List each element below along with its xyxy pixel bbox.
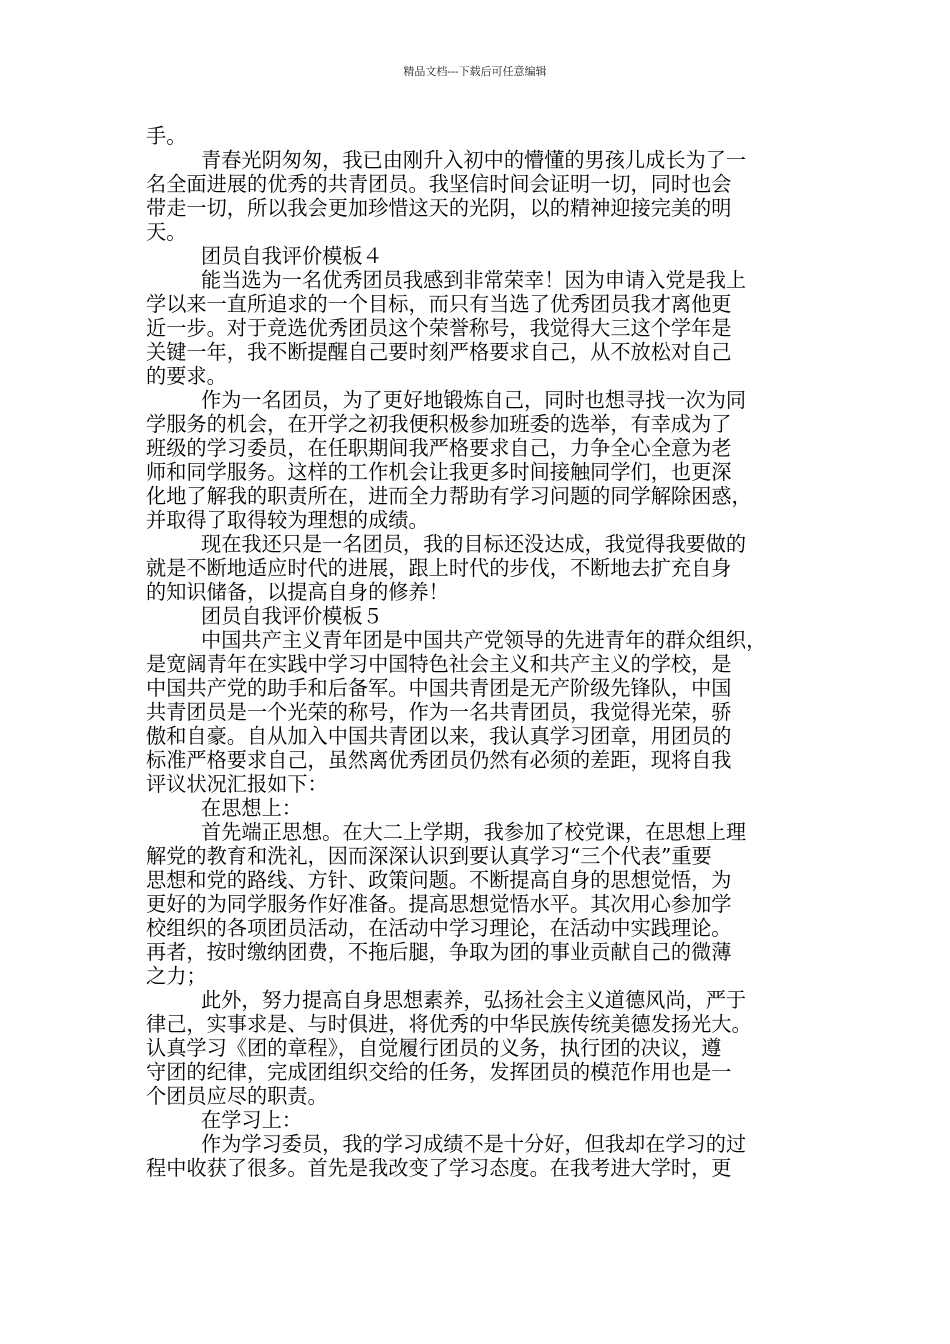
text-line: 程中收获了很多。首先是我改变了学习态度。在我考进大学时，更 xyxy=(146,1156,732,1180)
text-line: 此外，努力提高自身思想素养，弘扬社会主义道德风尚，严于 xyxy=(201,988,747,1012)
text-line: 是宽阔青年在实践中学习中国特色社会主义和共产主义的学校，是 xyxy=(146,652,732,676)
text-line: 关键一年，我不断提醒自己要时刻严格要求自己，从不放松对自己 xyxy=(146,340,732,364)
text-line: 认真学习《团的章程》，自觉履行团员的义务，执行团的决议，遵 xyxy=(146,1036,722,1060)
text-line: 师和同学服务。这样的工作机会让我更多时间接触同学们，也更深 xyxy=(146,460,732,484)
text-line: 团员自我评价模板４ xyxy=(201,244,383,268)
text-line: 评议状况汇报如下： xyxy=(146,772,328,796)
text-line: 就是不断地适应时代的进展，跟上时代的步伐，不断地去扩充自身 xyxy=(146,556,732,580)
text-line: 律己，实事求是、与时俱进，将优秀的中华民族传统美德发扬光大。 xyxy=(146,1012,752,1036)
text-line: 学以来一直所追求的一个目标，而只有当选了优秀团员我才离他更 xyxy=(146,292,732,316)
text-line: 守团的纪律，完成团组织交给的任务，发挥团员的模范作用也是一 xyxy=(146,1060,732,1084)
text-line: 再者，按时缴纳团费，不拖后腿，争取为团的事业贡献自己的微薄 xyxy=(146,940,732,964)
text-line: 思想和党的路线、方针、政策问题。不断提高自身的思想觉悟，为 xyxy=(146,868,732,892)
text-line: 近一步。对于竞选优秀团员这个荣誉称号，我觉得大三这个学年是 xyxy=(146,316,732,340)
text-line: 青春光阴匆匆，我已由刚升入初中的懵懂的男孩儿成长为了一 xyxy=(201,148,747,172)
text-line: 作为学习委员，我的学习成绩不是十分好，但我却在学习的过 xyxy=(201,1132,747,1156)
text-line: 的要求。 xyxy=(146,364,227,388)
text-line: 天。 xyxy=(146,220,187,244)
text-line: 校组织的各项团员活动，在活动中学习理论，在活动中实践理论。 xyxy=(146,916,732,940)
text-line: 在学习上： xyxy=(201,1108,302,1132)
text-line: 中国共产党的助手和后备军。中国共青团是无产阶级先锋队，中国 xyxy=(146,676,732,700)
text-line: 作为一名团员，为了更好地锻炼自己，同时也想寻找一次为同 xyxy=(201,388,747,412)
text-line: 之力； xyxy=(146,964,207,988)
text-line: 手。 xyxy=(146,124,187,148)
text-line: 带走一切，所以我会更加珍惜这天的光阴，以的精神迎接完美的明 xyxy=(146,196,732,220)
text-line: 在思想上： xyxy=(201,796,302,820)
text-line: 现在我还只是一名团员，我的目标还没达成，我觉得我要做的 xyxy=(201,532,747,556)
document-body xyxy=(146,124,810,1180)
text-line: 学服务的机会，在开学之初我便积极参加班委的选举，有幸成为了 xyxy=(146,412,732,436)
text-line: 的知识储备，以提高自身的修养！ xyxy=(146,580,449,604)
text-line: 班级的学习委员，在任职期间我严格要求自己，力争全心全意为老 xyxy=(146,436,732,460)
text-line: 中国共产主义青年团是中国共产党领导的先进青年的群众组织， xyxy=(201,628,767,652)
text-line: 解党的教育和洗礼，因而深深认识到要认真学习“三个代表”重要 xyxy=(146,844,712,868)
text-line: 团员自我评价模板５ xyxy=(201,604,383,628)
text-line: 傲和自豪。自从加入中国共青团以来，我认真学习团章，用团员的 xyxy=(146,724,732,748)
text-line: 更好的为同学服务作好准备。提高思想觉悟水平。其次用心参加学 xyxy=(146,892,732,916)
text-line: 名全面进展的优秀的共青团员。我坚信时间会证明一切，同时也会 xyxy=(146,172,732,196)
text-line: 并取得了取得较为理想的成绩。 xyxy=(146,508,429,532)
text-line: 个团员应尽的职责。 xyxy=(146,1084,328,1108)
text-line: 标准严格要求自己，虽然离优秀团员仍然有必须的差距，现将自我 xyxy=(146,748,732,772)
text-line: 共青团员是一个光荣的称号，作为一名共青团员，我觉得光荣，骄 xyxy=(146,700,732,724)
text-line: 化地了解我的职责所在，进而全力帮助有学习问题的同学解除困惑， xyxy=(146,484,752,508)
page-header: 精品文档---下载后可任意编辑 xyxy=(403,65,547,78)
text-line: 首先端正思想。在大二上学期，我参加了校党课，在思想上理 xyxy=(201,820,747,844)
text-line: 能当选为一名优秀团员我感到非常荣幸！因为申请入党是我上 xyxy=(201,268,747,292)
